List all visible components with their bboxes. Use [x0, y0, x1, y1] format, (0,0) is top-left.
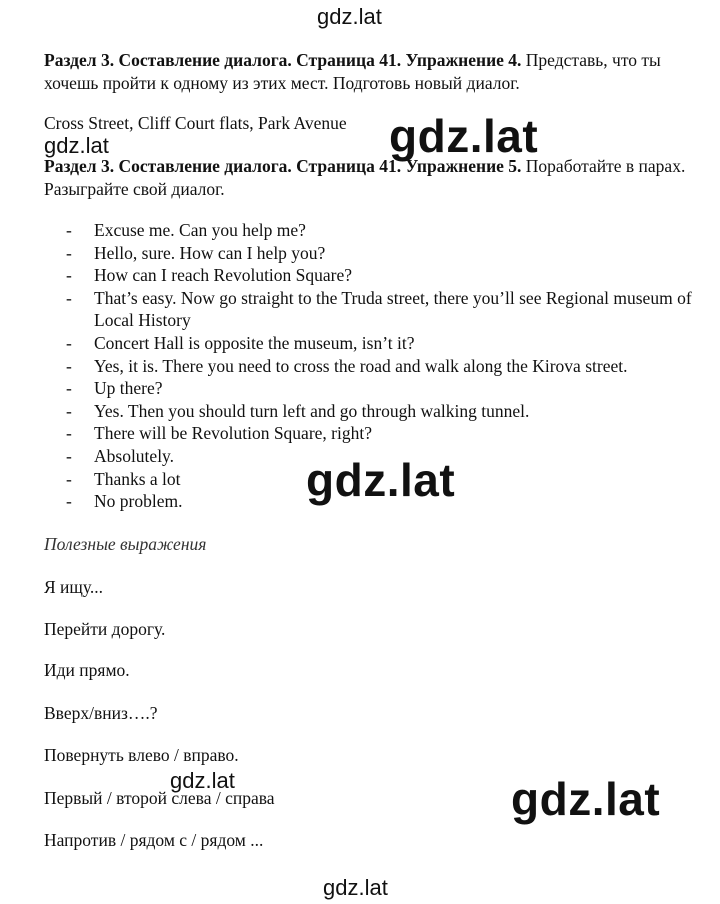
dialog-line-text: Thanks a lot [94, 468, 181, 489]
dialog-dash: - [66, 332, 72, 353]
dialog-dash: - [66, 400, 72, 421]
exercise-5-text: Поработайте в парах. Разыграйте свой диалог. [44, 156, 686, 199]
watermark-top: gdz.lat [317, 4, 382, 29]
phrases-title: Полезные выражения [44, 534, 207, 554]
phrase-item: Я ищу... [44, 577, 104, 597]
dialog-line-text: Hello, sure. How can I help you? [94, 242, 326, 263]
phrase-item: Вверх/вниз….? [44, 703, 158, 723]
dialog-line-text: Up there? [94, 378, 163, 399]
dialog-dash: - [66, 220, 72, 240]
exercise-5-paragraph [44, 155, 704, 201]
dialog-line [66, 400, 706, 423]
dialog-line-text: Concert Hall is opposite the museum, isn’t it? [94, 332, 415, 353]
dialog-line [66, 287, 706, 332]
dialog-line-text: Yes. Then you should turn left and go through walking tunnel. [94, 400, 530, 421]
exercise-5-heading: Раздел 3. Составление диалога. Страница 41. Упражнение 5. [44, 156, 522, 176]
dialog-line-text: Excuse me. Can you help me? [94, 220, 306, 240]
dialog-line [66, 422, 706, 445]
dialog-dash: - [66, 491, 72, 512]
exercise-4-text: Представь, что ты хочешь пройти к одному из этих мест. Подготовь новый диалог. [44, 50, 661, 93]
dialog-dash: - [66, 265, 72, 286]
dialog-line-text: Absolutely. [94, 445, 175, 466]
phrase-item: Повернуть влево / вправо. [44, 745, 239, 765]
exercise-4-paragraph [44, 49, 704, 95]
watermark-left-mid: gdz.lat [44, 133, 109, 158]
phrase-item: Напротив / рядом с / рядом ... [44, 830, 264, 850]
watermark-small-lower: gdz.lat [170, 768, 235, 793]
dialog-line [66, 242, 706, 265]
dialog-dash: - [66, 468, 72, 489]
dialog-dash: - [66, 355, 72, 376]
phrase-item: Первый / второй слева / справа [44, 788, 275, 808]
phrase-item: Иди прямо. [44, 660, 130, 680]
dialog-line-text: How can I reach Revolution Square? [94, 265, 353, 286]
dialog-dash: - [66, 378, 72, 399]
dialog-dash: - [66, 287, 72, 308]
phrase-item: Перейти дорогу. [44, 619, 166, 639]
dialog-dash: - [66, 242, 72, 263]
exercise-4-places: Cross Street, Cliff Court flats, Park Avenue [44, 113, 347, 133]
dialog-line [66, 377, 706, 400]
dialog-line-text: No problem. [94, 491, 183, 512]
watermark-big-middle: gdz.lat [306, 454, 456, 506]
dialog-line [66, 219, 706, 242]
dialog-line [66, 355, 706, 378]
exercise-4-heading: Раздел 3. Составление диалога. Страница 41. Упражнение 4. [44, 50, 522, 70]
watermark-big-lower-right: gdz.lat [511, 773, 661, 825]
dialog-line-text: Yes, it is. There you need to cross the road and walk along the Kirova street. [94, 355, 628, 376]
dialog-line-text: That’s easy. Now go straight to the Truda street, there you’ll see Regional museum of Local History [94, 287, 692, 331]
dialog-line [66, 332, 706, 355]
dialog-dash: - [66, 445, 72, 466]
watermark-bottom: gdz.lat [323, 875, 388, 900]
dialog-line [66, 264, 706, 287]
dialog-dash: - [66, 423, 72, 444]
watermark-big-upper: gdz.lat [389, 110, 539, 162]
dialog-line-text: There will be Revolution Square, right? [94, 423, 372, 444]
